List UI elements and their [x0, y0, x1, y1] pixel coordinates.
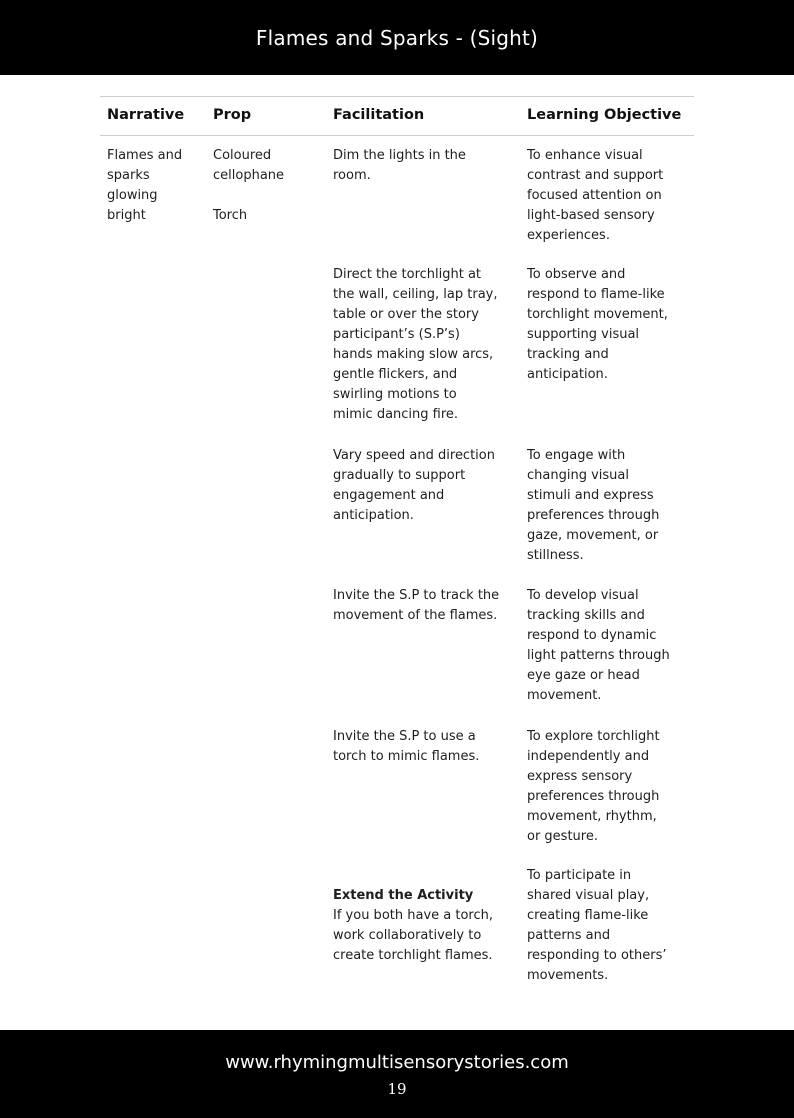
narrative-text: Flames and sparks glowing bright	[107, 148, 183, 223]
extend-activity-heading: Extend the Activity	[333, 888, 474, 903]
objective-cell: To develop visual tracking skills and respond to dynamic light patterns through eye gaze or head movement.	[527, 588, 670, 703]
objective-cell: To participate in shared visual play, creating flame-like patterns and responding to others’ movements.	[527, 868, 667, 983]
activity-table	[100, 96, 694, 136]
facilitation-cell: Invite the S.P to use a torch to mimic flames.	[333, 729, 480, 764]
column-header-learning-objective: Learning Objective	[527, 107, 682, 123]
objective-cell: To engage with changing visual stimuli and express preferences through gaze, movement, or stillness.	[527, 448, 660, 563]
prop-item: Coloured cellophane	[213, 148, 285, 183]
objective-cell: To explore torchlight independently and express sensory preferences through movement, rhythm, or gesture.	[527, 729, 660, 844]
extend-activity-text: If you both have a torch, work collaboratively to create torchlight flames.	[333, 908, 493, 963]
website-url: www.rhymingmultisensorystories.com	[225, 1052, 569, 1073]
page-header	[0, 0, 794, 75]
column-header-prop: Prop	[213, 107, 252, 123]
page-number: 19	[387, 1080, 407, 1098]
column-header-facilitation: Facilitation	[333, 107, 425, 123]
table-header-row	[100, 96, 694, 136]
objective-cell: To observe and respond to flame-like torchlight movement, supporting visual tracking and anticipation.	[527, 267, 668, 382]
objective-cell: To enhance visual contrast and support focused attention on light-based sensory experiences.	[527, 148, 664, 243]
facilitation-cell: Direct the torchlight at the wall, ceiling, lap tray, table or over the story participant’s (S.P’s) hands making slow arcs, gentle flickers, and swirling motions to mimic dancing fire.	[333, 267, 498, 422]
column-header-narrative: Narrative	[107, 107, 185, 123]
facilitation-cell: Invite the S.P to track the movement of the flames.	[333, 588, 500, 623]
page-footer	[0, 1030, 794, 1118]
facilitation-cell: Dim the lights in the room.	[333, 148, 466, 183]
prop-item: Torch	[213, 208, 248, 223]
facilitation-cell	[333, 866, 519, 966]
facilitation-cell: Vary speed and direction gradually to support engagement and anticipation.	[333, 448, 495, 523]
page-title: Flames and Sparks - (Sight)	[255, 25, 539, 50]
